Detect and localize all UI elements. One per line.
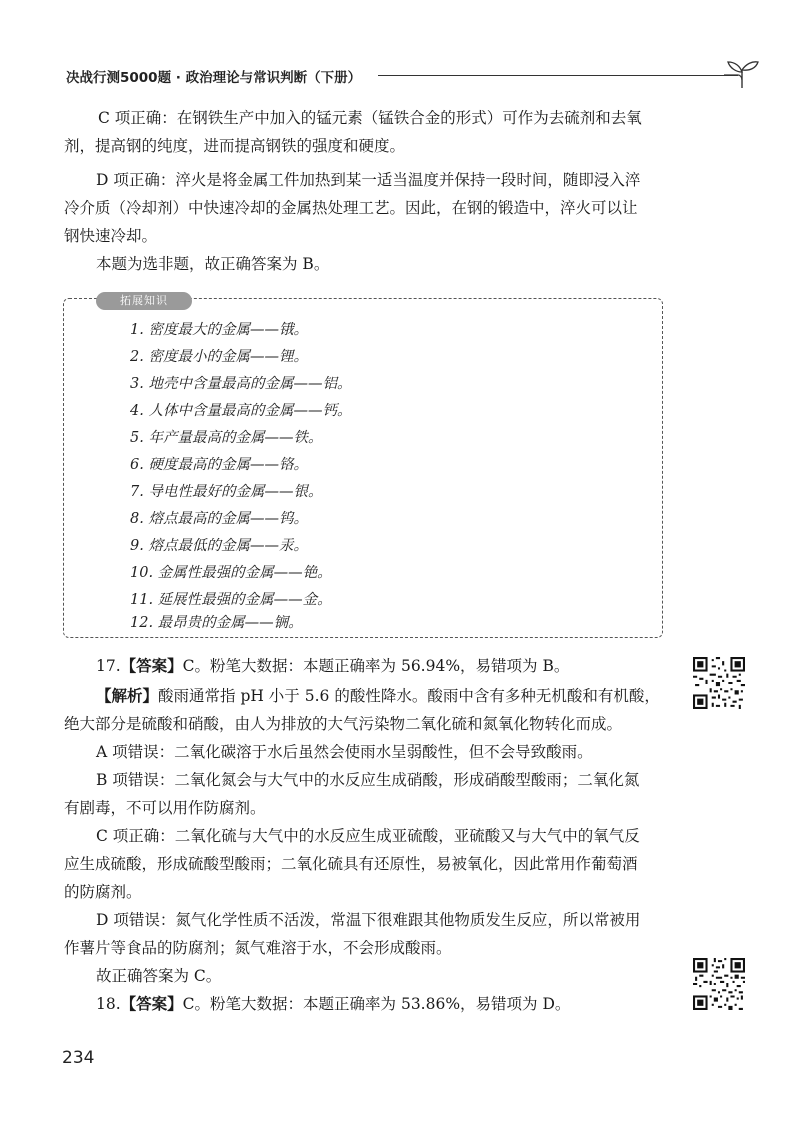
tip-item: 11. 延展性最强的金属——金。 [130, 592, 332, 608]
question-number: 17. [96, 657, 121, 675]
answer-line-2: 故正确答案为 C。 [96, 967, 222, 985]
text-line: 的防腐剂。 [64, 883, 142, 901]
paragraph-c-correct-2 [64, 822, 672, 906]
text-line: D 项正确：淬火是将金属工件加热到某一适当温度并保持一段时间，随即浸入淬 [96, 171, 641, 189]
page-number: 234 [62, 1048, 95, 1068]
answer-tag: 【答案】 [120, 994, 183, 1013]
text-line: C 项正确：在钢铁生产中加入的锰元素（锰铁合金的形式）可作为去硫剂和去氧 [98, 109, 642, 127]
analysis-tag: 【解析】 [96, 686, 159, 705]
paragraph-d-wrong [64, 906, 672, 962]
text-line: 作薯片等食品的防腐剂；氮气难溶于水，不会形成酸雨。 [64, 939, 452, 957]
text-line: D 项错误：氮气化学性质不活泼，常温下很难跟其他物质发生反应，所以常被用 [96, 911, 641, 929]
tip-item: 8. 熔点最高的金属——钨。 [130, 511, 308, 527]
analysis-paragraph [64, 682, 672, 738]
text-line: 绝大部分是硫酸和硝酸，由人为排放的大气污染物二氧化硫和氮氧化物转化而成。 [64, 715, 623, 733]
sprout-icon [724, 58, 760, 90]
text-line: 酸雨通常指 pH 小于 5.6 的酸性降水。酸雨中含有多种无机酸和有机酸， [158, 687, 660, 705]
text-line: 钢快速冷却。 [64, 227, 158, 245]
tips-badge: 拓展知识 [96, 292, 192, 310]
text-line: 冷介质（冷却剂）中快速冷却的金属热处理工艺。因此，在钢的锻造中，淬火可以让 [64, 199, 638, 217]
tip-item: 2. 密度最小的金属——锂。 [130, 349, 308, 365]
answer-tag: 【答案】 [120, 656, 183, 675]
answer-text: C。粉笔大数据：本题正确率为 53.86%，易错项为 D。 [182, 995, 571, 1013]
tip-item: 9. 熔点最低的金属——汞。 [130, 538, 308, 554]
running-header [66, 58, 756, 92]
tip-item: 1. 密度最大的金属——锇。 [130, 322, 308, 338]
question-number: 18. [96, 995, 121, 1013]
q17-answer [96, 652, 672, 680]
header-rule [378, 75, 738, 76]
qr-code-icon[interactable] [693, 958, 745, 1010]
paragraph-d-correct [64, 166, 672, 250]
tip-item: 6. 硬度最高的金属——铬。 [130, 457, 308, 473]
answer-line-1: 本题为选非题，故正确答案为 B。 [96, 255, 330, 273]
answer-text: C。粉笔大数据：本题正确率为 56.94%，易错项为 B。 [182, 657, 570, 675]
tip-item: 3. 地壳中含量最高的金属——铝。 [130, 376, 352, 392]
text-line: 剂，提高钢的纯度，进而提高钢铁的强度和硬度。 [64, 137, 406, 155]
qr-code-icon[interactable] [693, 657, 745, 709]
text-line: 有剧毒，不可以用作防腐剂。 [64, 799, 266, 817]
tip-item: 7. 导电性最好的金属——银。 [130, 484, 323, 500]
tip-item: 4. 人体中含量最高的金属——钙。 [130, 403, 352, 419]
tip-item: 12. 最昂贵的金属——锎。 [130, 615, 303, 631]
tip-item: 5. 年产量最高的金属——铁。 [130, 430, 323, 446]
book-title: 决战行测5000题 · 政治理论与常识判断（下册） [66, 70, 362, 86]
text-line: B 项错误：二氧化氮会与大气中的水反应生成硝酸，形成硝酸型酸雨；二氧化氮 [96, 771, 640, 789]
tip-item: 10. 金属性最强的金属——铯。 [130, 565, 332, 581]
paragraph-a-wrong: A 项错误：二氧化碳溶于水后虽然会使雨水呈弱酸性，但不会导致酸雨。 [96, 743, 593, 761]
text-line: 应生成硫酸，形成硫酸型酸雨；二氧化硫具有还原性，易被氧化，因此常用作葡萄酒 [64, 855, 638, 873]
paragraph-c-correct [64, 104, 672, 160]
paragraph-b-wrong [64, 766, 672, 822]
q18-answer [96, 990, 672, 1018]
text-line: C 项正确：二氧化硫与大气中的水反应生成亚硫酸，亚硫酸又与大气中的氧气反 [96, 827, 640, 845]
